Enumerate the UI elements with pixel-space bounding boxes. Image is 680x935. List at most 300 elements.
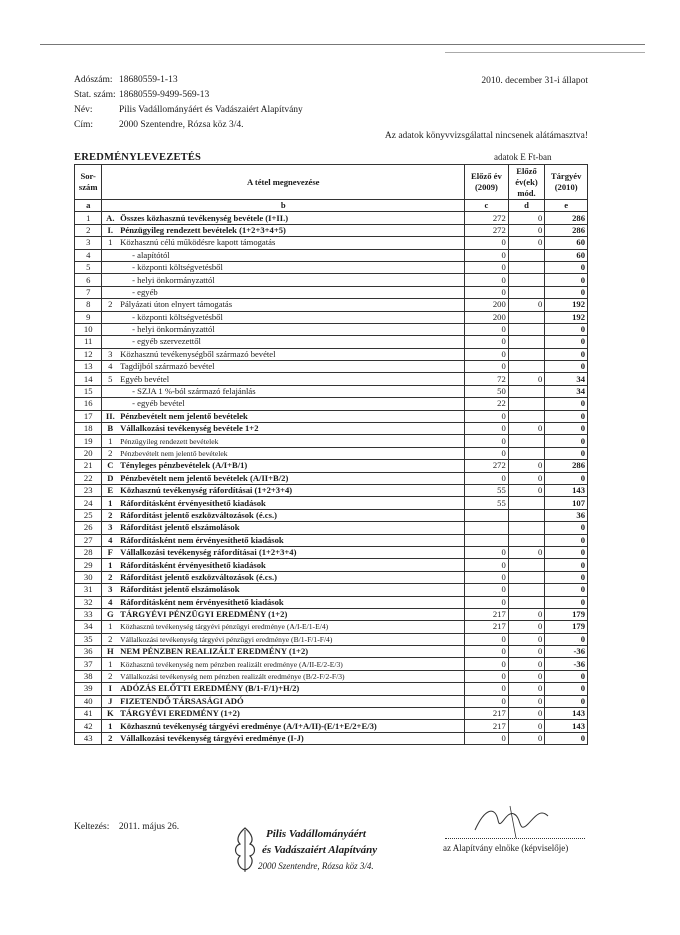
row-description: FIZETENDŐ TÁRSASÁGI ADÓ xyxy=(118,695,464,707)
row-mod-value: 0 xyxy=(508,460,545,472)
row-description: Tényleges pénzbevételek (A/I+B/1) xyxy=(118,460,464,472)
row-mod-value: 0 xyxy=(508,299,545,311)
row-prev-value: 22 xyxy=(465,398,509,410)
row-number: 34 xyxy=(75,621,102,633)
row-curr-value: 143 xyxy=(545,720,588,732)
row-mod-value: 0 xyxy=(508,423,545,435)
table-row xyxy=(75,249,588,261)
row-number: 6 xyxy=(75,274,102,286)
row-prev-value: 0 xyxy=(465,423,509,435)
row-number: 5 xyxy=(75,261,102,273)
table-row xyxy=(75,286,588,298)
row-mod-value xyxy=(508,261,545,273)
table-row xyxy=(75,658,588,670)
row-number: 26 xyxy=(75,522,102,534)
row-number: 7 xyxy=(75,286,102,298)
row-curr-value: 0 xyxy=(545,546,588,558)
row-description: Vállalkozási tevékenység tárgyévi pénzügyi eredménye (B/1-F/1-F/4) xyxy=(118,633,464,645)
table-row xyxy=(75,522,588,534)
row-prev-value: 217 xyxy=(465,720,509,732)
row-mod-value xyxy=(508,398,545,410)
table-row xyxy=(75,274,588,286)
row-code: 3 xyxy=(102,348,118,360)
row-curr-value: 34 xyxy=(545,385,588,397)
table-row xyxy=(75,708,588,720)
row-curr-value: 0 xyxy=(545,472,588,484)
row-prev-value: 0 xyxy=(465,633,509,645)
row-description: - központi költségvetésből xyxy=(118,311,464,323)
row-curr-value: 0 xyxy=(545,732,588,744)
table-row xyxy=(75,237,588,249)
col-header-curr: Tárgyév (2010) xyxy=(545,165,588,200)
row-curr-value: 0 xyxy=(545,286,588,298)
table-row xyxy=(75,497,588,509)
stamp-line-2: és Vadászaiért Alapítvány xyxy=(262,844,378,856)
table-row xyxy=(75,224,588,236)
row-mod-value: 0 xyxy=(508,633,545,645)
row-number: 10 xyxy=(75,323,102,335)
row-description: Közhasznú tevékenység nem pénzben realizált eredménye (A/II-E/2-E/3) xyxy=(118,658,464,670)
row-code xyxy=(102,249,118,261)
row-number: 18 xyxy=(75,423,102,435)
row-description: Pénzügyileg rendezett bevételek xyxy=(118,435,464,447)
row-code: 1 xyxy=(102,435,118,447)
row-description: Ráfordítást jelentő eszközváltozások (é.cs.) xyxy=(118,571,464,583)
row-code: 2 xyxy=(102,509,118,521)
row-mod-value xyxy=(508,435,545,447)
row-prev-value: 0 xyxy=(465,286,509,298)
col-letter-c: c xyxy=(465,200,509,212)
row-number: 23 xyxy=(75,484,102,496)
row-prev-value: 217 xyxy=(465,621,509,633)
row-number: 20 xyxy=(75,447,102,459)
row-curr-value: 0 xyxy=(545,348,588,360)
row-code: 2 xyxy=(102,299,118,311)
income-statement-table xyxy=(74,164,588,745)
row-curr-value: 143 xyxy=(545,484,588,496)
row-description: Ráfordításként érvényesíthető kiadások xyxy=(118,559,464,571)
row-prev-value: 0 xyxy=(465,472,509,484)
row-mod-value: 0 xyxy=(508,670,545,682)
row-mod-value xyxy=(508,311,545,323)
table-row xyxy=(75,460,588,472)
row-prev-value: 0 xyxy=(465,571,509,583)
row-curr-value: -36 xyxy=(545,658,588,670)
row-prev-value: 55 xyxy=(465,497,509,509)
row-curr-value: 143 xyxy=(545,708,588,720)
row-curr-value: 0 xyxy=(545,447,588,459)
row-code: H xyxy=(102,646,118,658)
row-curr-value: 107 xyxy=(545,497,588,509)
row-number: 16 xyxy=(75,398,102,410)
table-row xyxy=(75,323,588,335)
row-number: 41 xyxy=(75,708,102,720)
row-prev-value: 72 xyxy=(465,373,509,385)
row-code: 2 xyxy=(102,670,118,682)
row-number: 43 xyxy=(75,732,102,744)
top-rule-short xyxy=(445,52,645,53)
org-header-value: 18680559-9499-569-13 xyxy=(119,90,210,100)
row-mod-value: 0 xyxy=(508,732,545,744)
row-description: NEM PÉNZBEN REALIZÁLT EREDMÉNY (1+2) xyxy=(118,646,464,658)
row-curr-value: 192 xyxy=(545,299,588,311)
row-curr-value: 0 xyxy=(545,274,588,286)
org-header-row xyxy=(74,88,303,103)
row-curr-value: 192 xyxy=(545,311,588,323)
row-description: Közhasznú tevékenység tárgyévi pénzügyi eredménye (A/I-E/1-E/4) xyxy=(118,621,464,633)
row-prev-value: 0 xyxy=(465,361,509,373)
row-curr-value: 0 xyxy=(545,559,588,571)
row-code: 2 xyxy=(102,571,118,583)
row-curr-value: -36 xyxy=(545,646,588,658)
row-description: Közhasznú tevékenységből származó bevétel xyxy=(118,348,464,360)
row-number: 35 xyxy=(75,633,102,645)
table-row xyxy=(75,373,588,385)
row-prev-value: 0 xyxy=(465,732,509,744)
row-description: Ráfordítást jelentő elszámolások xyxy=(118,522,464,534)
row-prev-value xyxy=(465,522,509,534)
row-curr-value: 36 xyxy=(545,509,588,521)
row-number: 9 xyxy=(75,311,102,323)
row-description: - helyi önkormányzattól xyxy=(118,323,464,335)
org-header-value: 2000 Szentendre, Rózsa köz 3/4. xyxy=(119,120,244,130)
row-description: Közhasznú tevékenység tárgyévi eredménye (A/I+A/II)-(E/1+E/2+E/3) xyxy=(118,720,464,732)
row-number: 8 xyxy=(75,299,102,311)
row-number: 15 xyxy=(75,385,102,397)
row-code: K xyxy=(102,708,118,720)
col-header-item: A tétel megnevezése xyxy=(102,165,465,200)
row-code xyxy=(102,274,118,286)
row-code: 5 xyxy=(102,373,118,385)
row-mod-value xyxy=(508,559,545,571)
row-mod-value: 0 xyxy=(508,621,545,633)
table-row xyxy=(75,608,588,620)
row-code: G xyxy=(102,608,118,620)
row-mod-value xyxy=(508,410,545,422)
row-number: 14 xyxy=(75,373,102,385)
row-mod-value xyxy=(508,522,545,534)
row-curr-value: 34 xyxy=(545,373,588,385)
row-number: 21 xyxy=(75,460,102,472)
row-number: 11 xyxy=(75,336,102,348)
row-mod-value xyxy=(508,596,545,608)
row-mod-value: 0 xyxy=(508,237,545,249)
table-row xyxy=(75,472,588,484)
col-letter-e: e xyxy=(545,200,588,212)
row-description: Egyéb bevétel xyxy=(118,373,464,385)
row-number: 25 xyxy=(75,509,102,521)
table-row xyxy=(75,559,588,571)
table-row xyxy=(75,683,588,695)
row-curr-value: 0 xyxy=(545,596,588,608)
row-mod-value xyxy=(508,497,545,509)
row-mod-value: 0 xyxy=(508,546,545,558)
row-code: 1 xyxy=(102,621,118,633)
foundation-stamp xyxy=(230,824,400,876)
table-row xyxy=(75,261,588,273)
row-code xyxy=(102,311,118,323)
table-row xyxy=(75,670,588,682)
row-code: 1 xyxy=(102,559,118,571)
row-prev-value: 0 xyxy=(465,348,509,360)
row-prev-value: 0 xyxy=(465,658,509,670)
org-header-value: 18680559-1-13 xyxy=(119,75,178,85)
row-mod-value: 0 xyxy=(508,472,545,484)
row-number: 3 xyxy=(75,237,102,249)
table-row xyxy=(75,732,588,744)
row-description: - központi költségvetésből xyxy=(118,261,464,273)
row-prev-value: 200 xyxy=(465,311,509,323)
row-prev-value: 0 xyxy=(465,274,509,286)
stamp-line-3: 2000 Szentendre, Rózsa köz 3/4. xyxy=(258,861,374,871)
row-prev-value: 0 xyxy=(465,584,509,596)
row-mod-value: 0 xyxy=(508,720,545,732)
row-prev-value: 0 xyxy=(465,323,509,335)
table-row xyxy=(75,336,588,348)
signature-line xyxy=(445,838,585,839)
row-number: 37 xyxy=(75,658,102,670)
row-mod-value xyxy=(508,571,545,583)
row-curr-value: 179 xyxy=(545,621,588,633)
row-description: Ráfordításként nem érvényesíthető kiadások xyxy=(118,596,464,608)
row-mod-value: 0 xyxy=(508,212,545,224)
row-description: Vállalkozási tevékenység nem pénzben realizált eredménye (B/2-F/2-F/3) xyxy=(118,670,464,682)
row-code xyxy=(102,398,118,410)
table-row xyxy=(75,695,588,707)
row-prev-value: 0 xyxy=(465,559,509,571)
table-row xyxy=(75,484,588,496)
row-code: C xyxy=(102,460,118,472)
row-number: 40 xyxy=(75,695,102,707)
row-prev-value: 0 xyxy=(465,447,509,459)
row-mod-value: 0 xyxy=(508,646,545,658)
row-curr-value: 0 xyxy=(545,571,588,583)
row-curr-value: 0 xyxy=(545,323,588,335)
row-prev-value: 272 xyxy=(465,460,509,472)
report-title: EREDMÉNYLEVEZETÉS xyxy=(74,152,202,163)
row-curr-value: 0 xyxy=(545,633,588,645)
row-prev-value: 0 xyxy=(465,546,509,558)
row-prev-value: 0 xyxy=(465,435,509,447)
row-curr-value: 0 xyxy=(545,336,588,348)
row-mod-value: 0 xyxy=(508,608,545,620)
row-description: - SZJA 1 %-ból származó felajánlás xyxy=(118,385,464,397)
row-curr-value: 0 xyxy=(545,522,588,534)
row-code: F xyxy=(102,546,118,558)
table-row xyxy=(75,596,588,608)
row-prev-value: 0 xyxy=(465,249,509,261)
row-number: 32 xyxy=(75,596,102,608)
row-curr-value: 0 xyxy=(545,361,588,373)
row-code: A. xyxy=(102,212,118,224)
table-row xyxy=(75,299,588,311)
top-rule xyxy=(40,44,645,45)
row-curr-value: 0 xyxy=(545,695,588,707)
col-letter-b: b xyxy=(102,200,465,212)
row-curr-value: 60 xyxy=(545,237,588,249)
org-header-row xyxy=(74,118,303,133)
row-mod-value xyxy=(508,385,545,397)
row-code: 4 xyxy=(102,361,118,373)
org-header-value: Pilis Vadállományáért és Vadászaiért Alapítvány xyxy=(119,105,303,115)
row-description: Pénzbevételt nem jelentő bevételek xyxy=(118,447,464,459)
row-curr-value: 0 xyxy=(545,683,588,695)
table-row xyxy=(75,571,588,583)
org-header xyxy=(74,73,303,133)
row-description: Ráfordításként érvényesíthető kiadások xyxy=(118,497,464,509)
row-code: 1 xyxy=(102,720,118,732)
row-curr-value: 286 xyxy=(545,460,588,472)
row-code: D xyxy=(102,472,118,484)
row-mod-value xyxy=(508,509,545,521)
row-number: 27 xyxy=(75,534,102,546)
table-row xyxy=(75,410,588,422)
row-description: Vállalkozási tevékenység tárgyévi eredménye (I-J) xyxy=(118,732,464,744)
row-number: 29 xyxy=(75,559,102,571)
table-header-row xyxy=(75,165,588,200)
row-prev-value: 0 xyxy=(465,596,509,608)
row-curr-value: 60 xyxy=(545,249,588,261)
row-code: 3 xyxy=(102,522,118,534)
row-code: I. xyxy=(102,224,118,236)
row-description: Pénzügyileg rendezett bevételek (1+2+3+4+5) xyxy=(118,224,464,236)
row-description: - helyi önkormányzattól xyxy=(118,274,464,286)
audit-note: Az adatok könyvvizsgálattal nincsenek alátámasztva! xyxy=(384,131,588,141)
row-mod-value xyxy=(508,447,545,459)
row-code: I xyxy=(102,683,118,695)
row-prev-value: 272 xyxy=(465,212,509,224)
row-description: Vállalkozási tevékenység ráfordításai (1+2+3+4) xyxy=(118,546,464,558)
table-row xyxy=(75,633,588,645)
row-mod-value xyxy=(508,249,545,261)
row-number: 1 xyxy=(75,212,102,224)
row-curr-value: 286 xyxy=(545,212,588,224)
date-state: 2010. december 31-i állapot xyxy=(481,76,588,86)
row-prev-value: 0 xyxy=(465,237,509,249)
row-code: 2 xyxy=(102,732,118,744)
table-row xyxy=(75,621,588,633)
row-mod-value: 0 xyxy=(508,484,545,496)
table-row xyxy=(75,584,588,596)
table-row xyxy=(75,385,588,397)
row-number: 2 xyxy=(75,224,102,236)
keltezes-label: Keltezés: xyxy=(74,822,110,832)
row-prev-value: 55 xyxy=(465,484,509,496)
row-prev-value: 0 xyxy=(465,695,509,707)
row-description: - egyéb bevétel xyxy=(118,398,464,410)
unit-note: adatok E Ft-ban xyxy=(494,152,552,162)
row-curr-value: 0 xyxy=(545,423,588,435)
row-description: TÁRGYÉVI EREDMÉNY (1+2) xyxy=(118,708,464,720)
row-number: 28 xyxy=(75,546,102,558)
row-code: 1 xyxy=(102,497,118,509)
row-mod-value: 0 xyxy=(508,708,545,720)
row-number: 24 xyxy=(75,497,102,509)
row-number: 19 xyxy=(75,435,102,447)
row-code: 2 xyxy=(102,447,118,459)
col-letter-d: d xyxy=(508,200,545,212)
row-number: 17 xyxy=(75,410,102,422)
row-code: 2 xyxy=(102,633,118,645)
row-mod-value xyxy=(508,361,545,373)
row-number: 39 xyxy=(75,683,102,695)
row-prev-value: 0 xyxy=(465,261,509,273)
org-header-label: Cím: xyxy=(74,120,94,130)
keltezes-value: 2011. május 26. xyxy=(118,822,180,832)
row-curr-value: 0 xyxy=(545,398,588,410)
row-mod-value xyxy=(508,286,545,298)
row-code: 1 xyxy=(102,658,118,670)
date-of-issue xyxy=(74,822,179,832)
table-row xyxy=(75,447,588,459)
row-prev-value: 200 xyxy=(465,299,509,311)
row-mod-value: 0 xyxy=(508,373,545,385)
stamp-line-1: Pilis Vadállományáért xyxy=(266,828,366,840)
row-number: 13 xyxy=(75,361,102,373)
row-description: - egyéb szervezettől xyxy=(118,336,464,348)
row-code: 4 xyxy=(102,596,118,608)
row-description: TÁRGYÉVI PÉNZÜGYI EREDMÉNY (1+2) xyxy=(118,608,464,620)
row-number: 36 xyxy=(75,646,102,658)
row-code xyxy=(102,385,118,397)
row-description: Pályázati úton elnyert támogatás xyxy=(118,299,464,311)
row-curr-value: 0 xyxy=(545,670,588,682)
table-row xyxy=(75,212,588,224)
row-number: 12 xyxy=(75,348,102,360)
row-description: Pénzbevételt nem jelentő bevételek (A/II+B/2) xyxy=(118,472,464,484)
row-prev-value: 272 xyxy=(465,224,509,236)
row-curr-value: 0 xyxy=(545,584,588,596)
row-curr-value: 179 xyxy=(545,608,588,620)
row-description: Ráfordításként nem érvényesíthető kiadások xyxy=(118,534,464,546)
table-letter-row xyxy=(75,200,588,212)
row-number: 4 xyxy=(75,249,102,261)
col-header-serial: Sor-szám xyxy=(75,165,102,200)
row-prev-value: 0 xyxy=(465,410,509,422)
org-header-row xyxy=(74,103,303,118)
row-code: 4 xyxy=(102,534,118,546)
table-row xyxy=(75,509,588,521)
table-row xyxy=(75,398,588,410)
row-code: B xyxy=(102,423,118,435)
row-curr-value: 0 xyxy=(545,410,588,422)
org-header-label: Név: xyxy=(74,105,93,115)
row-number: 30 xyxy=(75,571,102,583)
row-code: J xyxy=(102,695,118,707)
row-prev-value xyxy=(465,509,509,521)
row-description: Tagdíjból származó bevétel xyxy=(118,361,464,373)
row-code: II. xyxy=(102,410,118,422)
col-letter-a: a xyxy=(75,200,102,212)
row-number: 33 xyxy=(75,608,102,620)
row-description: Közhasznú tevékenység ráfordításai (1+2+3+4) xyxy=(118,484,464,496)
row-code: 3 xyxy=(102,584,118,596)
row-prev-value: 0 xyxy=(465,336,509,348)
row-description: Közhasznú célú működésre kapott támogatás xyxy=(118,237,464,249)
table-row xyxy=(75,720,588,732)
row-prev-value: 217 xyxy=(465,708,509,720)
col-header-mod: Előző év(ek) mód. xyxy=(508,165,545,200)
signature-caption: az Alapítvány elnöke (képviselője) xyxy=(443,843,569,853)
row-description: Vállalkozási tevékenység bevétele 1+2 xyxy=(118,423,464,435)
row-mod-value: 0 xyxy=(508,695,545,707)
row-curr-value: 0 xyxy=(545,534,588,546)
signature-scribble xyxy=(470,800,560,840)
org-header-label: Adószám: xyxy=(74,75,113,85)
org-header-label: Stat. szám: xyxy=(74,90,116,100)
row-curr-value: 0 xyxy=(545,435,588,447)
table-row xyxy=(75,646,588,658)
